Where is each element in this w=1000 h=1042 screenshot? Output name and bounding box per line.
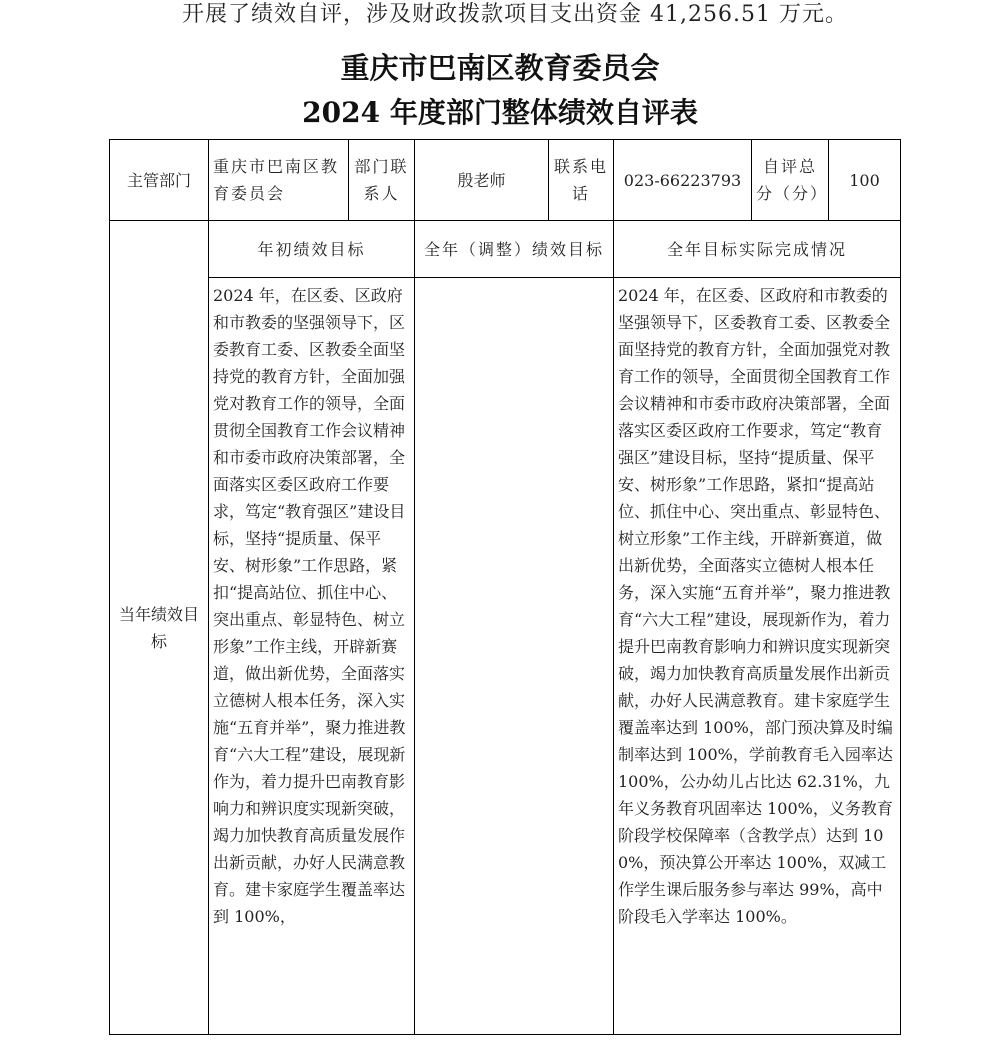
initial-goal-text: 2024 年，在区委、区政府和市教委的坚强领导下，区委教育工委、区教委全面坚持党的教育方针，全面加强党对教育工作的领导，全面贯彻全国教育工作会议精神和市委市政府决策部署，全面落实区委区政府工作要求，笃定“教育强区”建设目标，坚持“提质量、保平安、树形象”工作思路，紧扣“提高站位、抓住中心、突出重点、彰显特色、树立形象”工作主线，开辟新赛道，做出新优势，全面落实立德树人根本任务，深入实施“五育并举”，聚力推进教育“六大工程”建设，展现新作为，着力提升巴南教育影响力和辨识度实现新突破，竭力加快教育高质量发展作出新贡献，办好人民满意教育。建卡家庭学生覆盖率达到 100%， <box>213 286 406 926</box>
actual-completion-cell <box>614 278 901 1035</box>
document-title: 重庆市巴南区教育委员会 <box>340 51 660 85</box>
contact-person-value: 殷老师 <box>415 140 549 221</box>
score-value: 100 <box>829 140 901 221</box>
document-subtitle: 2024 年度部门整体绩效自评表 <box>302 96 698 129</box>
phone-value: 023-66223793 <box>614 140 752 221</box>
goal-header-row <box>110 221 901 278</box>
contact-person-label: 部门联系人 <box>349 140 415 221</box>
initial-goal-header: 年初绩效目标 <box>209 221 415 278</box>
adjusted-goal-header: 全年（调整）绩效目标 <box>415 221 614 278</box>
actual-completion-text: 2024 年，在区委、区政府和市教委的坚强领导下，区委教育工委、区教委全面坚持党的教育方针，全面加强党对教育工作的领导，全面贯彻全国教育工作会议精神和市委市政府决策部署，全面落实区委区政府工作要求，笃定“教育强区”建设目标，坚持“提质量、保平安、树形象”工作思路，紧扣“提高站位、抓住中心、突出重点、彰显特色、树立形象”工作主线，开辟新赛道，做出新优势，全面落实立德树人根本任务，深入实施“五育并举”，聚力推进教育“六大工程”建设，展现新作为，着力提升巴南教育影响力和辨识度实现新突破，竭力加快教育高质量发展作出新贡献，办好人民满意教育。建卡家庭学生覆盖率达到 100%，部门预决算及时编制率达到 100%，学前教育毛入园率达 100%，公办幼儿占比达 62.31%，九年义务教育巩固率达 100%，义务教育阶段学校保障率（含教学点）达到 100%，预决算公开率达 100%，双减工作学生课后服务参与率达 99%，高中阶段毛入学率达 100%。 <box>618 286 893 926</box>
adjusted-goal-cell <box>415 278 614 1035</box>
goal-content-row <box>110 278 901 1035</box>
score-label: 自评总分（分） <box>752 140 829 221</box>
performance-table <box>109 139 901 1035</box>
initial-goal-cell <box>209 278 415 1035</box>
phone-label: 联系电话 <box>549 140 614 221</box>
dept-label: 主管部门 <box>110 140 209 221</box>
header-info-row <box>110 140 901 221</box>
actual-completion-header: 全年目标实际完成情况 <box>614 221 901 278</box>
intro-line: 开展了绩效自评，涉及财政拨款项目支出资金 41,256.51 万元。 <box>182 2 848 27</box>
annual-goal-label: 当年绩效目标 <box>110 221 209 1035</box>
dept-value: 重庆市巴南区教育委员会 <box>209 140 349 221</box>
